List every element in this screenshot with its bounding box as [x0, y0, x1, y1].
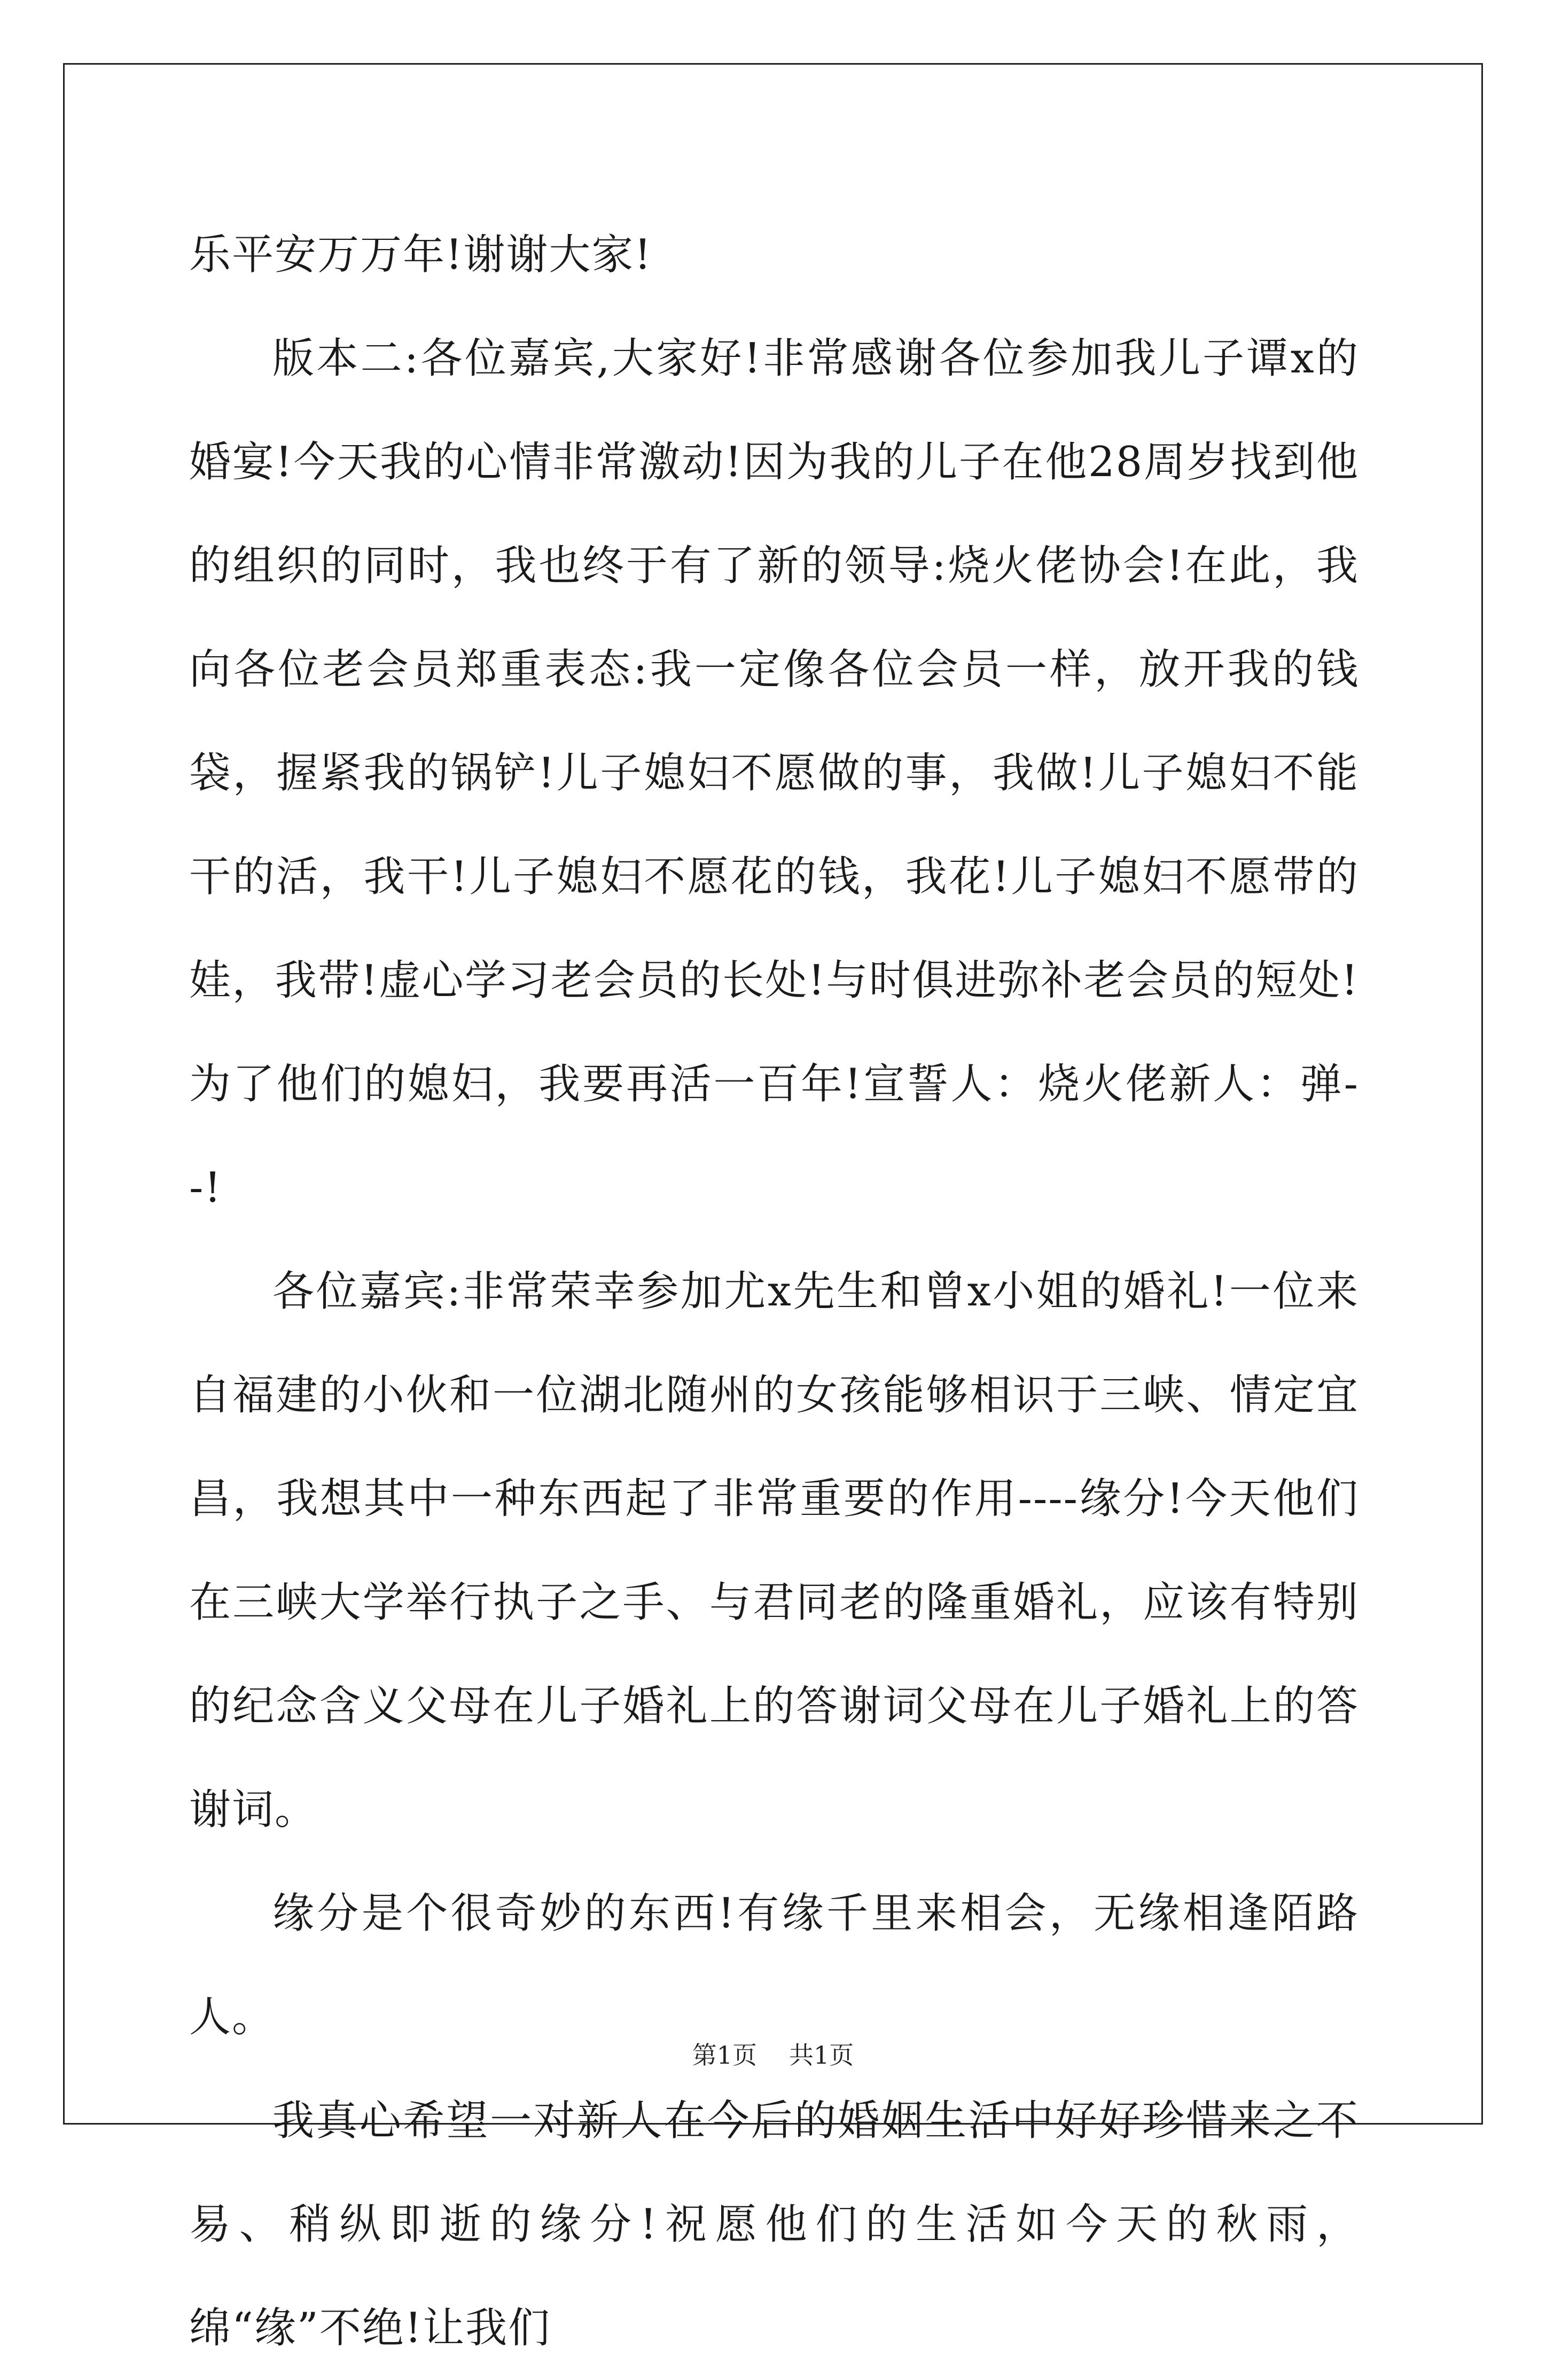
paragraph-version-two: 版本二:各位嘉宾,大家好!非常感谢各位参加我儿子谭x的婚宴!今天我的心情非常激动!因为我的儿子在他28周岁找到他的组织的同时，我也终于有了新的领导:烧火佬协会!在此，我向各位老会员郑重表态:我一定像各位会员一样，放开我的钱袋，握紧我的锅铲!儿子媳妇不愿做的事，我做!儿子媳妇不能干的活，我干!儿子媳妇不愿花的钱，我花!儿子媳妇不愿带的娃，我带!虚心学习老会员的长处!与时俱进弥补老会员的短处!为了他们的媳妇，我要再活一百年!宣誓人：烧火佬新人：弹--!: [189, 335, 1359, 1212]
page-number: 第1页: [692, 2041, 757, 2070]
paragraph-wishes: 我真心希望一对新人在今后的婚姻生活中好好珍惜来之不易、稍纵即逝的缘分!祝愿他们的生活如今天的秋雨，绵“缘”不绝!让我们: [189, 2097, 1359, 2352]
paragraph-continuation: 乐平安万万年!谢谢大家!: [189, 231, 652, 279]
page-total: 共1页: [789, 2041, 854, 2070]
paragraph-guests: 各位嘉宾:非常荣幸参加尤x先生和曾x小姐的婚礼!一位来自福建的小伙和一位湖北随州的女孩能够相识于三峡、情定宜昌，我想其中一种东西起了非常重要的作用----缘分!今天他们在三峡大学举行执子之手、与君同老的隆重婚礼，应该有特别的纪念含义父母在儿子婚礼上的答谢词父母在儿子婚礼上的答谢词。: [189, 1267, 1359, 1834]
paragraph-fate: 缘分是个很奇妙的东西!有缘千里来相会，无缘相逢陌路人。: [189, 1889, 1359, 2041]
page-footer: [0, 2036, 1546, 2071]
